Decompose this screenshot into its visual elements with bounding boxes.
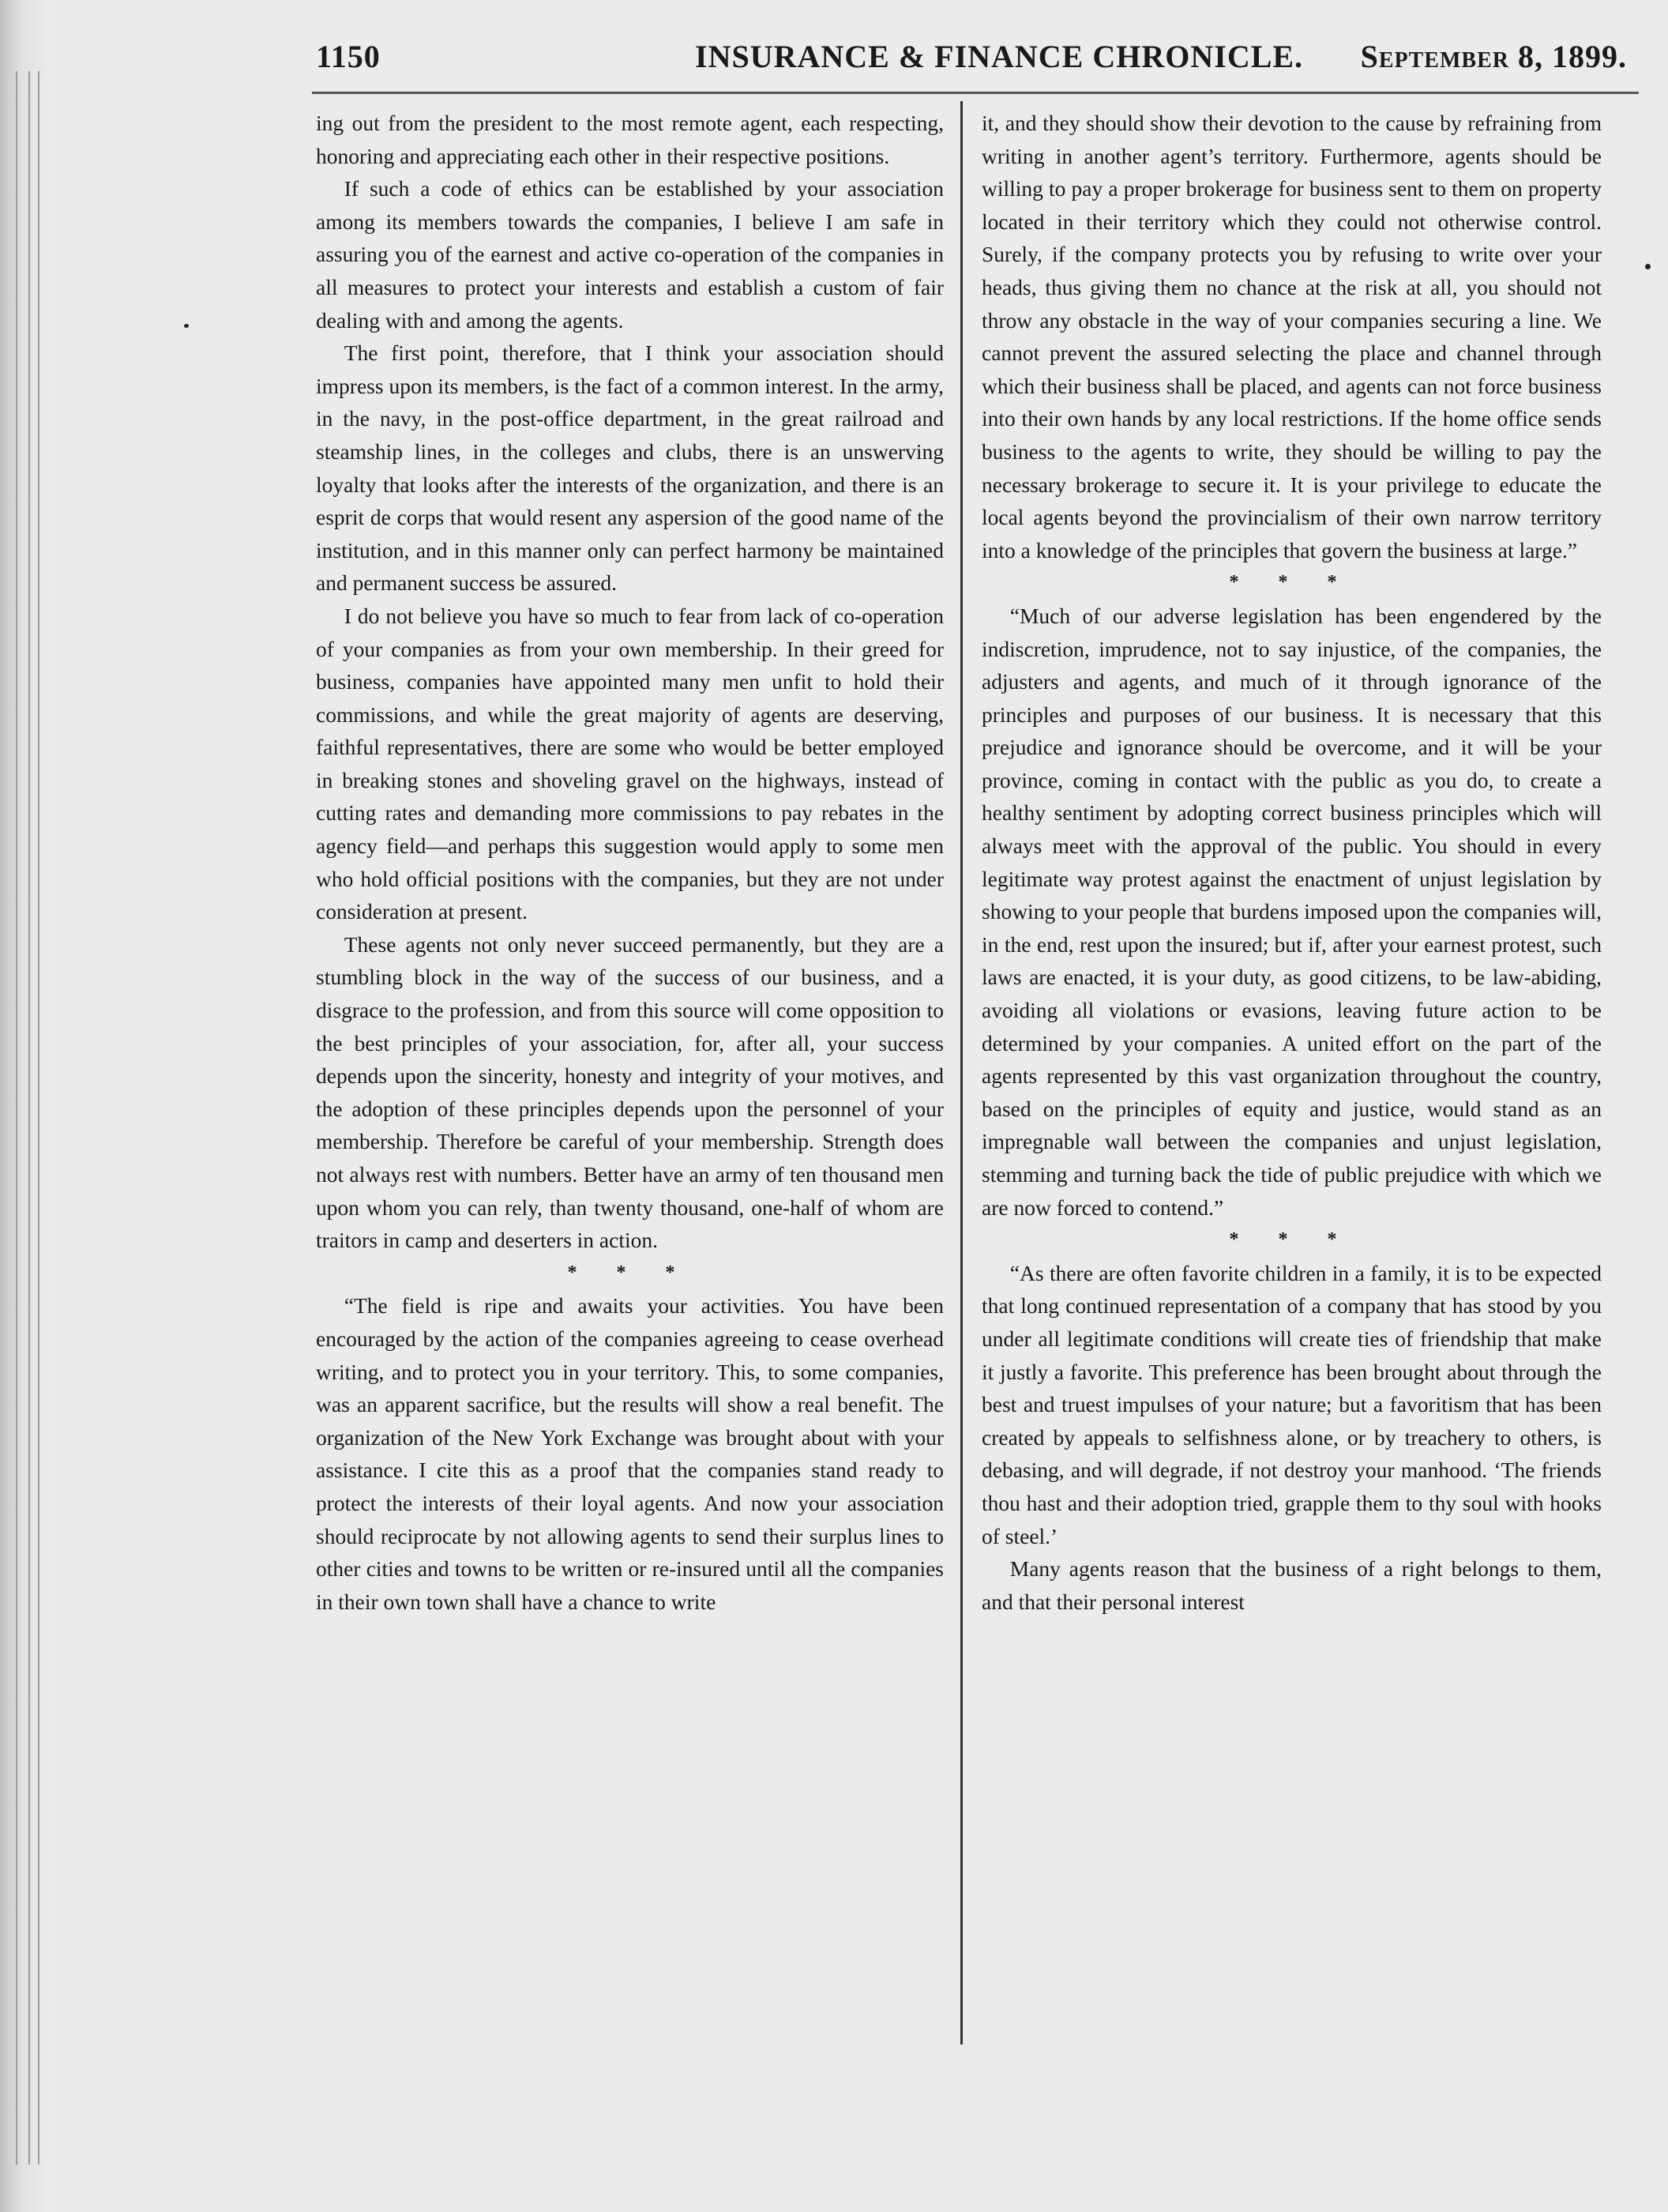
print-speck [184,324,189,328]
issue-date: September 8, 1899. [1360,39,1627,74]
page-header [316,38,1627,85]
section-break: * * * [567,1262,693,1283]
section-break: * * * [1229,572,1354,593]
paragraph: Many agents reason that the business of a right belongs to them, and that their personal interest [982,1556,1602,1614]
paragraph: The first point, therefore, that I think your association should impress upon its members, is the fact of a common interest. In the army, in the navy, in the post-office department, in the great railroad and steamship lines, in the colleges and clubs, there is an unswerving loyalty that looks after the interests of the organization, and there is an esprit de corps that would resent any aspersion of the good name of the institution, and in this manner only can perfect harmony be maintained and permanent success be assured. [316,340,944,596]
paragraph: it, and they should show their devotion to the cause by refraining from writing in another agent’s territory. Furthermore, agents should be willing to pay a proper brokerage for business sent to them on property located in their territory which they could not otherwise control. Surely, if the company protects you by refusing to write over your heads, thus giving them no chance at the risk at all, you should not throw any obstacle in the way of your companies securing a line. We cannot prevent the assured selecting the place and channel through which their business shall be placed, and agents can not force business into their own hands by any local restrictions. If the home office sends business to the agents to write, they should be willing to pay the necessary brokerage to secure it. It is your privilege to educate the local agents beyond the provincialism of their own narrow territory into a knowledge of the principles that govern the business at large.” [982,111,1602,562]
binding-line [38,71,39,2165]
paragraph: “The field is ripe and awaits your activities. You have been encouraged by the action of the companies agreeing to cease overhead writing, and to protect you in your territory. This, to some companies, was an apparent sacrifice, but the results will show a real benefit. The organization of the New York Exchange was brought about with your assistance. I cite this as a proof that the companies stand ready to protect the interests of their loyal agents. And now your association should reciprocate by not allowing agents to send their surplus lines to other cities and towns to be written or re-insured until all the companies in their own town shall have a chance to write [316,1293,944,1614]
binding-line [28,71,30,2165]
paragraph: “Much of our adverse legislation has been engendered by the indiscretion, imprudence, not to say injustice, of the companies, the adjusters and agents, and much of it through ignorance of the principles and purposes of our business. It is necessary that this prejudice and ignorance should be overcome, and it will be your province, coming in contact with the public as you do, to create a healthy sentiment by adopting correct business principles which will always meet with the approval of the public. You should in every legitimate way protest against the enactment of unjust legislation by showing to your people that burdens imposed upon the companies will, in the end, rest upon the insured; but if, after your earnest protest, such laws are enacted, it is your duty, as good citizens, to be law-abiding, avoiding all violations or evasions, leaving future action to be determined by your companies. A united effort on the part of the agents represented by this vast organization throughout the country, based on the principles of equity and justice, would stand as an impregnable wall between the companies and unjust legislation, stemming and turning back the tide of public prejudice with which we are now forced to contend.” [982,603,1602,1220]
paragraph: These agents not only never succeed permanently, but they are a stumbling block in the way of the success of our business, and a disgrace to the profession, and from this source will come opposition to the best principles of your association, for, after all, your success depends upon the sincerity, honesty and integrity of your motives, and the adoption of these principles depends upon the personnel of your membership. Therefore be careful of your membership. Strength does not always rest with numbers. Better have an army of ten thousand men upon whom you can rely, than twenty thousand, one-half of whom are traitors in camp and deserters in action. [316,931,944,1253]
binding-line [16,71,17,2165]
paragraph: If such a code of ethics can be established by your association among its members towards the companies, I believe I am safe in assuring you of the earnest and active co-operation of the companies in all measures to protect your interests and establish a custom of fair dealing with and among the agents. [316,176,944,333]
header-rule [312,92,1639,94]
section-break: * * * [1229,1229,1354,1251]
paragraph: ing out from the president to the most remote agent, each respecting, honoring and appreciating each other in their respective positions. [316,111,944,168]
page-number: 1150 [316,39,381,74]
column-divider [960,101,963,2045]
paragraph: I do not believe you have so much to fear from lack of co-operation of your companies as from your own membership. In their greed for business, companies have appointed many men unfit to hold their commissions, and while the great majority of agents are deserving, faithful representatives, there are some who would be better employed in breaking stones and shoveling gravel on the highways, instead of cutting rates and demanding more commissions to pay rebates in the agency field—and perhaps this suggestion would apply to some men who hold official positions with the companies, but they are not under consideration at present. [316,603,944,924]
binding-edge [0,0,47,2212]
print-speck [1645,264,1651,269]
left-column [316,107,944,1618]
masthead-title: INSURANCE & FINANCE CHRONICLE. [695,39,1304,74]
right-column [982,107,1602,1618]
paragraph: “As there are often favorite children in a family, it is to be expected that long continued representation of a company that has stood by you under all legitimate conditions will create ties of friendship that make it justly a favorite. This preference has been brought about through the best and truest impulses of your nature; but a favoritism that has been created by appeals to selfishness alone, or by treachery to others, is debasing, and will degrade, if not destroy your manhood. ‘The friends thou hast and their adoption tried, grapple them to thy soul with hooks of steel.’ [982,1260,1602,1548]
